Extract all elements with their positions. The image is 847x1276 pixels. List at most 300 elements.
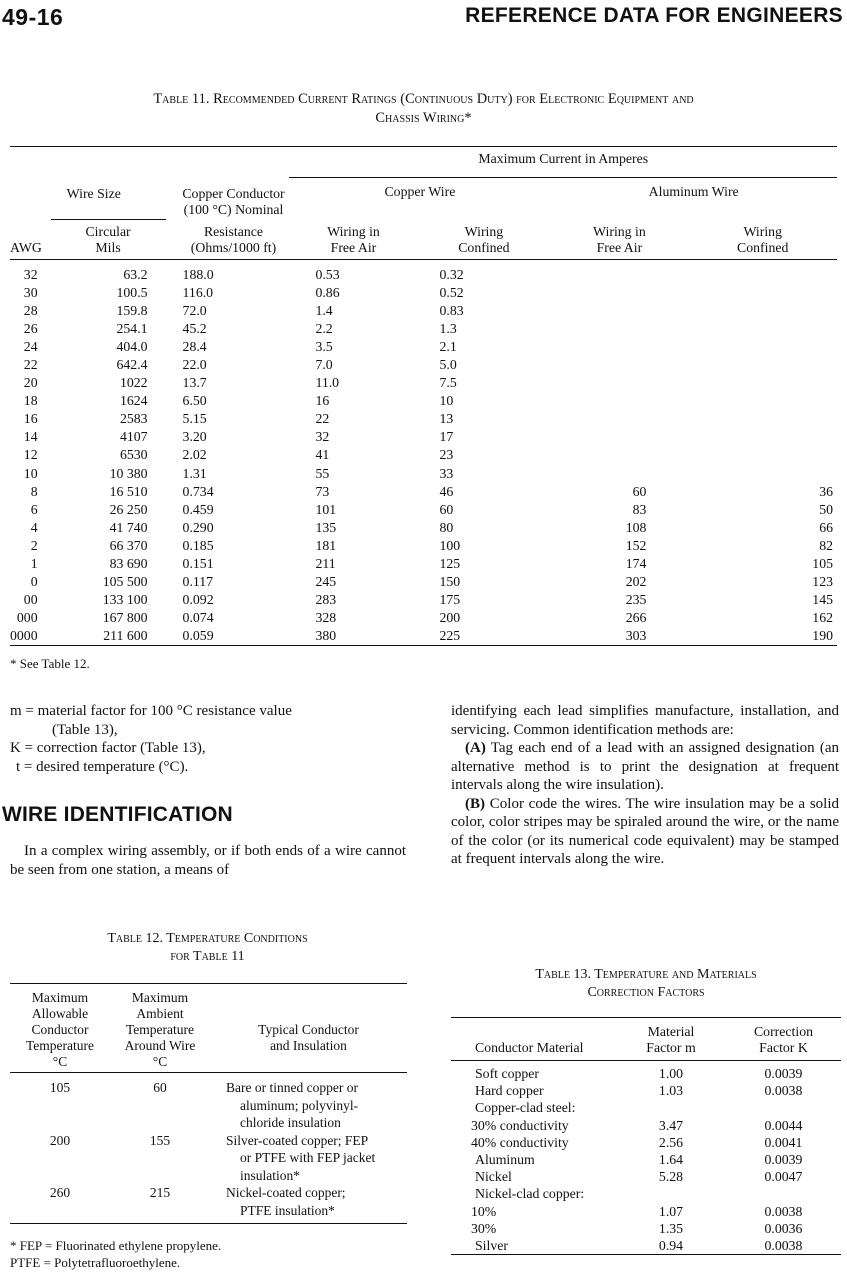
table13-row	[451, 1220, 841, 1237]
table11-cu-free-air-cell: 22	[315, 411, 330, 427]
table11-al-confined-cell	[688, 284, 837, 302]
table11-resistance-cell: 45.2	[182, 320, 207, 336]
page-number: 49-16	[2, 4, 64, 30]
table11-circular-mils-cell: 100.5	[116, 284, 148, 300]
table11-cu-confined-cell: 150	[439, 574, 461, 590]
table12-row	[10, 1073, 407, 1132]
table11-row	[10, 627, 837, 646]
table13-factor-k-cell: 0.0038	[764, 1203, 803, 1219]
item-a-text: Tag each end of a lead with an assigned designation (an alternative method is to print the designation at frequent intervals along the wire insulation).	[451, 740, 839, 793]
table12-h2-line: °C	[152, 1054, 168, 1069]
table12-description-cell	[210, 1073, 407, 1132]
table11-awg-cell: 12	[23, 447, 38, 463]
table11-resistance-cell: 1.31	[182, 465, 207, 481]
table11-al-free-air-cell	[550, 338, 688, 356]
table11-al-free-air-cell	[550, 428, 688, 446]
table11-cu-confined-cell: 225	[439, 628, 461, 644]
table13-header-factor-m-line2: Factor m	[646, 1040, 696, 1055]
table12-description-line: or PTFE with FEP jacket	[240, 1150, 376, 1165]
definitions	[10, 702, 410, 776]
table11-al-free-air-cell: 266	[625, 610, 647, 626]
table12-description-line: chloride insulation	[240, 1115, 341, 1130]
table13-material-cell: 40% conductivity	[471, 1134, 569, 1150]
table11-row	[10, 302, 837, 320]
table11-row	[10, 410, 837, 428]
table11-row	[10, 320, 837, 338]
table11-circular-mils-cell: 2583	[119, 411, 148, 427]
table11-header-ohms: (Ohms/1000 ft)	[190, 239, 277, 255]
table11-header-copper-conductor2: (100 °C) Nominal	[183, 201, 284, 217]
table11-awg-cell: 10	[23, 465, 38, 481]
table11-header-awg: AWG	[10, 239, 42, 255]
table12-ambient-temp-cell: 215	[149, 1185, 171, 1200]
table13-row	[451, 1117, 841, 1134]
table13-row	[451, 1237, 841, 1255]
table12-header-typical	[210, 984, 407, 1073]
section-heading: WIRE IDENTIFICATION	[2, 803, 233, 826]
table11-row	[10, 259, 837, 284]
table11-al-confined-cell: 36	[819, 483, 833, 499]
table11-cu-confined-cell: 0.52	[439, 284, 464, 300]
item-a	[451, 739, 839, 795]
table11-resistance-cell: 22.0	[182, 357, 207, 373]
table11-resistance-cell: 0.185	[182, 537, 214, 553]
table11-circular-mils-cell: 63.2	[123, 266, 148, 282]
table12-row	[10, 1132, 407, 1185]
table11-body	[10, 259, 837, 646]
table11-row	[10, 609, 837, 627]
table11-row	[10, 555, 837, 573]
table13-row	[451, 1134, 841, 1151]
table11-al-confined-cell	[688, 428, 837, 446]
table13-factor-k-cell: 0.0038	[764, 1238, 803, 1254]
table11-cu-confined-cell: 46	[439, 483, 454, 499]
table12-h2-line: Temperature	[125, 1022, 194, 1037]
table13-material-cell: Hard copper	[475, 1083, 544, 1099]
table11-al-confined-cell	[688, 410, 837, 428]
table12-h1-line: °C	[52, 1054, 68, 1069]
table12-h3-line: and Insulation	[270, 1038, 347, 1053]
table11-awg-cell: 28	[23, 302, 38, 318]
table11-al-confined-cell	[688, 259, 837, 284]
table13-factor-m-cell: 1.35	[658, 1220, 684, 1236]
table11-circular-mils-cell: 10 380	[109, 465, 148, 481]
table11-resistance-cell: 5.15	[182, 411, 207, 427]
table12-description-cell	[210, 1132, 407, 1185]
table11-awg-cell: 0	[30, 574, 38, 590]
table11-header-copper-wire: Copper Wire	[384, 184, 456, 199]
table11-cu-free-air-cell: 101	[315, 501, 337, 517]
table11-header-al-free-air: Free Air	[596, 239, 643, 255]
table11-circular-mils-cell: 66 370	[109, 537, 148, 553]
table11-awg-cell: 14	[23, 429, 38, 445]
table11-row	[10, 392, 837, 410]
table11-row	[10, 501, 837, 519]
table11-row	[10, 356, 837, 374]
table11-circular-mils-cell: 41 740	[109, 519, 148, 535]
table12-footnotes	[10, 1237, 221, 1271]
table11-resistance-cell: 0.059	[182, 628, 214, 644]
table11-resistance-cell: 72.0	[182, 302, 207, 318]
table11-circular-mils-cell: 167 800	[102, 610, 148, 626]
table12-ambient-temp-cell: 155	[149, 1132, 171, 1148]
table11-cu-confined-cell: 100	[439, 537, 461, 553]
table11-awg-cell: 26	[23, 320, 38, 336]
table13-factor-m-cell	[616, 1099, 726, 1116]
table11-row	[10, 537, 837, 555]
table13-material-cell: 30%	[471, 1220, 497, 1236]
table11-row	[10, 591, 837, 609]
table13-material-cell: Soft copper	[475, 1066, 539, 1081]
table11-awg-cell: 6	[30, 501, 38, 517]
left-paragraph: In a complex wiring assembly, or if both ends of a wire cannot be seen from one station, a means of	[10, 843, 406, 878]
table12-conductor-temp-cell: 260	[49, 1185, 71, 1200]
table13-material-cell: Nickel	[475, 1169, 512, 1185]
table12	[10, 983, 407, 1224]
table11-awg-cell: 000	[16, 610, 38, 626]
table11-al-confined-cell	[688, 392, 837, 410]
table11-cu-free-air-cell: 135	[315, 519, 337, 535]
table11-caption-line2: Chassis Wiring*	[375, 110, 472, 126]
table11-header-cu-wiring: Wiring	[464, 223, 504, 239]
table13-row	[451, 1061, 841, 1083]
table11-cu-confined-cell: 200	[439, 610, 461, 626]
table12-header-ambient-temp	[110, 984, 210, 1073]
table11-resistance-cell: 2.02	[182, 447, 207, 463]
table12-ambient-temp-cell: 60	[153, 1080, 167, 1095]
table11-circular-mils-cell: 404.0	[116, 338, 148, 354]
table13-caption-line1: Table 13. Temperature and Materials	[535, 967, 757, 982]
table13-factor-k-cell: 0.0047	[764, 1169, 803, 1185]
table11-awg-cell: 22	[23, 357, 38, 373]
table13-factor-m-cell: 0.94	[658, 1238, 684, 1254]
table13-factor-k-cell: 0.0038	[764, 1083, 803, 1099]
table11-awg-cell: 18	[23, 393, 38, 409]
table12-header-conductor-temp	[10, 984, 110, 1073]
table11-al-free-air-cell: 303	[625, 628, 647, 644]
table11-al-confined-cell	[688, 338, 837, 356]
table11-al-free-air-cell	[550, 259, 688, 284]
running-title: REFERENCE DATA FOR ENGINEERS	[465, 4, 843, 27]
table11-row	[10, 374, 837, 392]
table11-cu-free-air-cell: 1.4	[315, 302, 333, 318]
table11-cu-free-air-cell: 0.53	[315, 266, 340, 282]
table13-material-cell: 10%	[471, 1203, 497, 1219]
table11-header-mils: Mils	[95, 239, 121, 255]
table13-factor-k-cell: 0.0039	[764, 1152, 803, 1168]
table12-h1-line: Temperature	[25, 1038, 94, 1053]
table11-cu-free-air-cell: 181	[315, 537, 337, 553]
table11-circular-mils-cell: 83 690	[109, 556, 148, 572]
table11-row	[10, 483, 837, 501]
table11-row	[10, 446, 837, 464]
table13-factor-m-cell: 5.28	[658, 1169, 684, 1185]
table11-cu-free-air-cell: 41	[315, 447, 330, 463]
table11-al-free-air-cell: 202	[625, 574, 647, 590]
table11-al-free-air-cell: 60	[632, 483, 647, 499]
table12-h1-line: Maximum	[31, 990, 89, 1005]
table13-body	[451, 1061, 841, 1255]
table11-header-circular: Circular	[85, 223, 131, 239]
definition-m: m = material factor for 100 °C resistance value	[10, 703, 292, 719]
table13-factor-k-cell	[726, 1185, 841, 1202]
table11-cu-free-air-cell: 328	[315, 610, 337, 626]
table11-al-free-air-cell: 235	[625, 592, 647, 608]
table11-awg-cell: 0000	[10, 628, 38, 644]
table13-row	[451, 1082, 841, 1099]
table13-header-factor-k-line1: Correction	[753, 1024, 813, 1039]
table11-cu-confined-cell: 23	[439, 447, 454, 463]
table13-factor-m-cell: 3.47	[658, 1117, 684, 1133]
table11-cu-free-air-cell: 0.86	[315, 284, 340, 300]
table11-al-confined-cell	[688, 302, 837, 320]
table11-cu-confined-cell: 33	[439, 465, 454, 481]
table11-circular-mils-cell: 642.4	[116, 357, 148, 373]
table11-resistance-cell: 0.734	[182, 483, 214, 499]
table12-description-line: aluminum; polyvinyl-	[240, 1097, 359, 1113]
table11-row	[10, 428, 837, 446]
table11-awg-cell: 8	[30, 483, 38, 499]
table12-row	[10, 1184, 407, 1224]
table11-al-confined-cell	[688, 446, 837, 464]
table13-factor-m-cell: 2.56	[658, 1134, 684, 1150]
table11-cu-free-air-cell: 245	[315, 574, 337, 590]
table11-cu-free-air-cell: 7.0	[315, 357, 333, 373]
table11-awg-cell: 32	[23, 266, 38, 282]
page-header	[0, 4, 847, 34]
table11-resistance-cell: 0.092	[182, 592, 214, 608]
table11-al-free-air-cell	[550, 356, 688, 374]
table11-cu-confined-cell: 17	[439, 429, 454, 445]
table11-header-resistance: Resistance	[203, 223, 263, 239]
table11-cu-confined-cell: 1.3	[439, 320, 457, 336]
table13-material-cell: Nickel-clad copper:	[475, 1186, 585, 1202]
table11-cu-free-air-cell: 16	[315, 393, 330, 409]
table13-factor-m-cell: 1.07	[658, 1203, 684, 1219]
table11-header-cu-free-air: Free Air	[330, 239, 377, 255]
item-b	[451, 795, 839, 869]
table13-factor-k-cell: 0.0044	[764, 1117, 803, 1133]
table11-resistance-cell: 13.7	[182, 375, 207, 391]
table11-awg-cell: 24	[23, 338, 38, 354]
table11-header-al-confined: Confined	[737, 239, 789, 255]
table11-al-free-air-cell	[550, 410, 688, 428]
table11-al-free-air-cell: 83	[632, 501, 647, 517]
table11-awg-cell: 30	[23, 284, 38, 300]
table13-row	[451, 1185, 841, 1202]
table13-row	[451, 1168, 841, 1185]
table11-al-confined-cell: 190	[812, 628, 833, 644]
table12-footnote-ptfe: PTFE = Polytetrafluoroethylene.	[10, 1255, 181, 1270]
definition-t: t = desired temperature (°C).	[16, 758, 189, 775]
table11-cu-free-air-cell: 11.0	[315, 375, 340, 391]
item-a-label: (A)	[465, 740, 486, 756]
table11-header-cu-confined: Confined	[458, 239, 510, 255]
right-paragraph: identifying each lead simplifies manufacture, installation, and servicing. Common identification methods are:	[451, 703, 839, 738]
table11-resistance-cell: 188.0	[182, 266, 214, 282]
table11-circular-mils-cell: 254.1	[116, 320, 148, 336]
table12-description-line: Nickel-coated copper;	[226, 1185, 346, 1200]
table11-al-free-air-cell	[550, 302, 688, 320]
definition-m-ref: (Table 13),	[52, 721, 118, 738]
table11-header-al-wiring-in: Wiring in	[593, 223, 646, 239]
table12-caption	[10, 930, 405, 966]
table11-footnote: * See Table 12.	[10, 656, 90, 671]
table11-row	[10, 284, 837, 302]
table11-cu-confined-cell: 7.5	[439, 375, 457, 391]
table11-circular-mils-cell: 105 500	[102, 574, 148, 590]
table13-factor-k-cell: 0.0039	[764, 1066, 803, 1081]
table11-cu-confined-cell: 125	[439, 556, 461, 572]
table13-caption-line2: Correction Factors	[587, 985, 705, 1000]
table13-material-cell: 30% conductivity	[471, 1117, 569, 1133]
table11-cu-free-air-cell: 211	[315, 556, 336, 572]
table11-cu-confined-cell: 80	[439, 519, 454, 535]
table13-header-factor-m	[616, 1018, 726, 1061]
table11-al-free-air-cell	[550, 392, 688, 410]
table13-factor-k-cell: 0.0036	[764, 1220, 803, 1236]
table11-resistance-cell: 0.151	[182, 556, 214, 572]
table13-factor-m-cell: 1.00	[658, 1066, 684, 1081]
table11-caption-line1: Table 11. Recommended Current Ratings (Continuous Duty) for Electronic Equipment and	[153, 91, 694, 107]
table13-header-factor-k	[726, 1018, 841, 1061]
table13-factor-m-cell: 1.03	[658, 1083, 684, 1099]
table11-circular-mils-cell: 1624	[119, 393, 148, 409]
table13-factor-m-cell: 1.64	[658, 1152, 684, 1168]
table11-cu-free-air-cell: 2.2	[315, 320, 333, 336]
table11-circular-mils-cell: 6530	[119, 447, 148, 463]
table11-header-wire-size: Wire Size	[66, 185, 121, 201]
table13-caption	[451, 966, 841, 1002]
table11-circular-mils-cell: 26 250	[109, 501, 148, 517]
table11-al-confined-cell	[688, 374, 837, 392]
table11	[10, 146, 837, 646]
table11-row	[10, 573, 837, 591]
table11-al-free-air-cell	[550, 446, 688, 464]
table11-al-confined-cell: 82	[819, 537, 833, 553]
table11-resistance-cell: 3.20	[182, 429, 207, 445]
table11-al-confined-cell: 162	[812, 610, 833, 626]
table13-material-cell: Copper-clad steel:	[475, 1100, 576, 1116]
table13-factor-k-cell: 0.0041	[764, 1134, 803, 1150]
table11-al-confined-cell: 105	[812, 556, 833, 572]
table11-al-free-air-cell: 152	[625, 537, 647, 553]
table13-material-cell: Silver	[475, 1238, 508, 1254]
table11-cu-free-air-cell: 32	[315, 429, 330, 445]
table13-header-material: Conductor Material	[475, 1040, 584, 1055]
table11-al-confined-cell: 145	[812, 592, 833, 608]
table11-circular-mils-cell: 133 100	[102, 592, 148, 608]
item-b-text: Color code the wires. The wire insulation may be a solid color, color stripes may be spiraled around the wire, or the name of the color (or its numerical code equivalent) may be stamped at frequent intervals along the wire.	[451, 795, 840, 867]
table11-circular-mils-cell: 1022	[119, 375, 148, 391]
table11-awg-cell: 4	[30, 519, 38, 535]
table11-resistance-cell: 0.290	[182, 519, 214, 535]
table11-cu-confined-cell: 0.32	[439, 266, 464, 282]
definition-k: K = correction factor (Table 13),	[10, 740, 206, 756]
table11-resistance-cell: 0.459	[182, 501, 214, 517]
table11-header-max-current: Maximum Current in Amperes	[478, 151, 649, 166]
table11-row	[10, 519, 837, 537]
table11-header-al-wiring: Wiring	[743, 223, 782, 239]
table12-description-line: Bare or tinned copper or	[226, 1080, 358, 1095]
table12-conductor-temp-cell: 200	[49, 1132, 71, 1148]
table11-caption	[0, 90, 847, 128]
table12-h3-line: Typical Conductor	[258, 1022, 359, 1037]
table11-al-confined-cell: 66	[819, 519, 833, 535]
table12-description-line: PTFE insulation*	[240, 1202, 335, 1218]
table12-h1-line: Conductor	[31, 1022, 89, 1037]
table11-cu-free-air-cell: 283	[315, 592, 337, 608]
table11-circular-mils-cell: 16 510	[109, 483, 148, 499]
table11-header-aluminum-wire: Aluminum Wire	[648, 184, 739, 199]
table13-row	[451, 1151, 841, 1168]
table11-cu-free-air-cell: 73	[315, 483, 330, 499]
table11-resistance-cell: 0.117	[182, 574, 214, 590]
table11-row	[10, 338, 837, 356]
table12-conductor-temp-cell: 105	[49, 1080, 71, 1095]
table11-awg-cell: 00	[23, 592, 38, 608]
table12-caption-line1: Table 12. Temperature Conditions	[107, 931, 308, 946]
table11-circular-mils-cell: 211 600	[103, 628, 148, 644]
table11-al-confined-cell	[688, 356, 837, 374]
right-column	[451, 702, 839, 869]
table11-al-free-air-cell	[550, 374, 688, 392]
table13-material-cell: Aluminum	[475, 1152, 535, 1168]
table11-awg-cell: 1	[30, 556, 38, 572]
table13-header-factor-k-line2: Factor K	[759, 1040, 808, 1055]
table12-caption-line2: for Table 11	[170, 949, 245, 964]
table11-header-copper-conductor: Copper Conductor	[182, 185, 285, 201]
table11-cu-free-air-cell: 55	[315, 465, 330, 481]
table12-footnote-fep: * FEP = Fluorinated ethylene propylene.	[10, 1238, 222, 1253]
table12-h2-line: Ambient	[136, 1006, 184, 1021]
table11-cu-free-air-cell: 3.5	[315, 338, 333, 354]
table11-al-confined-cell: 50	[819, 501, 833, 517]
table12-h2-line: Around Wire	[124, 1038, 196, 1053]
table11-resistance-cell: 6.50	[182, 393, 207, 409]
table11-al-confined-cell	[688, 465, 837, 483]
table11-circular-mils-cell: 4107	[119, 429, 148, 445]
table11-al-confined-cell	[688, 320, 837, 338]
table11-cu-confined-cell: 13	[439, 411, 454, 427]
table11-al-free-air-cell	[550, 284, 688, 302]
table13-header-factor-m-line1: Material	[647, 1024, 695, 1039]
table13-row	[451, 1203, 841, 1220]
table11-al-free-air-cell: 174	[625, 556, 647, 572]
table11-cu-confined-cell: 175	[439, 592, 461, 608]
table11-al-free-air-cell: 108	[625, 519, 647, 535]
table12-description-line: Silver-coated copper; FEP	[226, 1132, 369, 1148]
table13-factor-k-cell	[726, 1099, 841, 1116]
table11-al-free-air-cell	[550, 320, 688, 338]
table12-description-cell	[210, 1184, 407, 1224]
table11-cu-confined-cell: 5.0	[439, 357, 457, 373]
table11-row	[10, 465, 837, 483]
table11-cu-confined-cell: 60	[439, 501, 454, 517]
table11-circular-mils-cell: 159.8	[116, 302, 148, 318]
table13-row	[451, 1099, 841, 1116]
table13	[451, 1017, 841, 1255]
table12-body	[10, 1073, 407, 1224]
table11-resistance-cell: 28.4	[182, 338, 207, 354]
table11-cu-confined-cell: 0.83	[439, 302, 464, 318]
table11-al-free-air-cell	[550, 465, 688, 483]
table11-awg-cell: 2	[30, 537, 38, 553]
table12-h2-line: Maximum	[131, 990, 189, 1005]
table11-resistance-cell: 116.0	[182, 284, 214, 300]
table11-awg-cell: 20	[23, 375, 38, 391]
table11-header-cu-wiring-in: Wiring in	[327, 223, 380, 239]
